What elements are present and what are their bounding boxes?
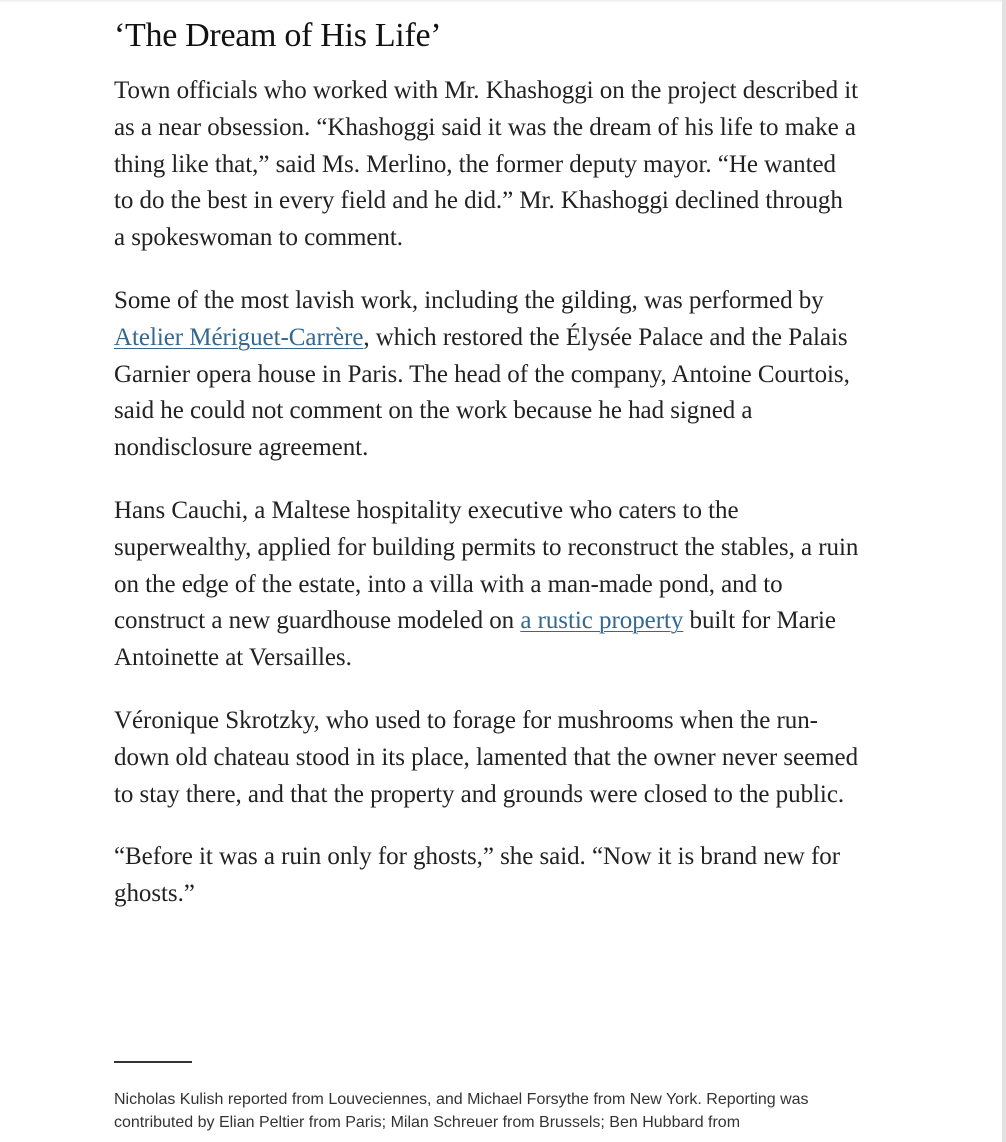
paragraph-3-text-end: built for Marie Antoinette at Versailles. xyxy=(114,607,836,672)
paragraph-2-text-start: Some of the most lavish work, including the gilding, was performed by xyxy=(114,286,824,314)
top-edge xyxy=(0,0,1006,3)
rustic-property-link[interactable]: a rustic property xyxy=(520,607,684,635)
paragraph-4: Véronique Skrotzky, who used to forage for mushrooms when the run-down old chateau stood in its place, lamented that the owner never seemed to stay there, and that the property and grounds were closed to the public. xyxy=(114,706,859,808)
section-heading: ‘The Dream of His Life’ xyxy=(114,17,442,54)
paragraph-2 xyxy=(114,283,859,467)
footnote-divider xyxy=(114,1061,192,1063)
paragraph-3-text-start: Hans Cauchi, a Maltese hospitality executive who caters to the superwealthy, applied for building permits to reconstruct the stables, a ruin on the edge of the estate, into a villa with a man-made pond, and to construct a new guardhouse modeled on xyxy=(114,496,859,635)
atelier-link[interactable]: Atelier Mériguet-Carrère xyxy=(114,323,364,351)
reporting-credits: Nicholas Kulish reported from Louveciennes, and Michael Forsythe from New York. Reporting was contributed by Elian Peltier from Paris; Milan Schreuer from Brussels; Ben Hubbard from xyxy=(114,1091,809,1131)
article-body xyxy=(114,14,859,939)
paragraph-3 xyxy=(114,493,859,677)
paragraph-1: Town officials who worked with Mr. Khashoggi on the project described it as a near obsession. “Khashoggi said it was the dream of his life to make a thing like that,” said Ms. Merlino, the former deputy mayor. “He wanted to do the best in every field and he did.” Mr. Khashoggi declined through a spokeswoman to comment. xyxy=(114,77,859,252)
page-edge-border xyxy=(1002,0,1006,1142)
paragraph-2-text-end: , which restored the Élysée Palace and the Palais Garnier opera house in Paris. The head of the company, Antoine Courtois, said he could not comment on the work because he had signed a nondisclosure agreement. xyxy=(114,323,850,462)
paragraph-5: “Before it was a ruin only for ghosts,” she said. “Now it is brand new for ghosts.” xyxy=(114,843,840,908)
